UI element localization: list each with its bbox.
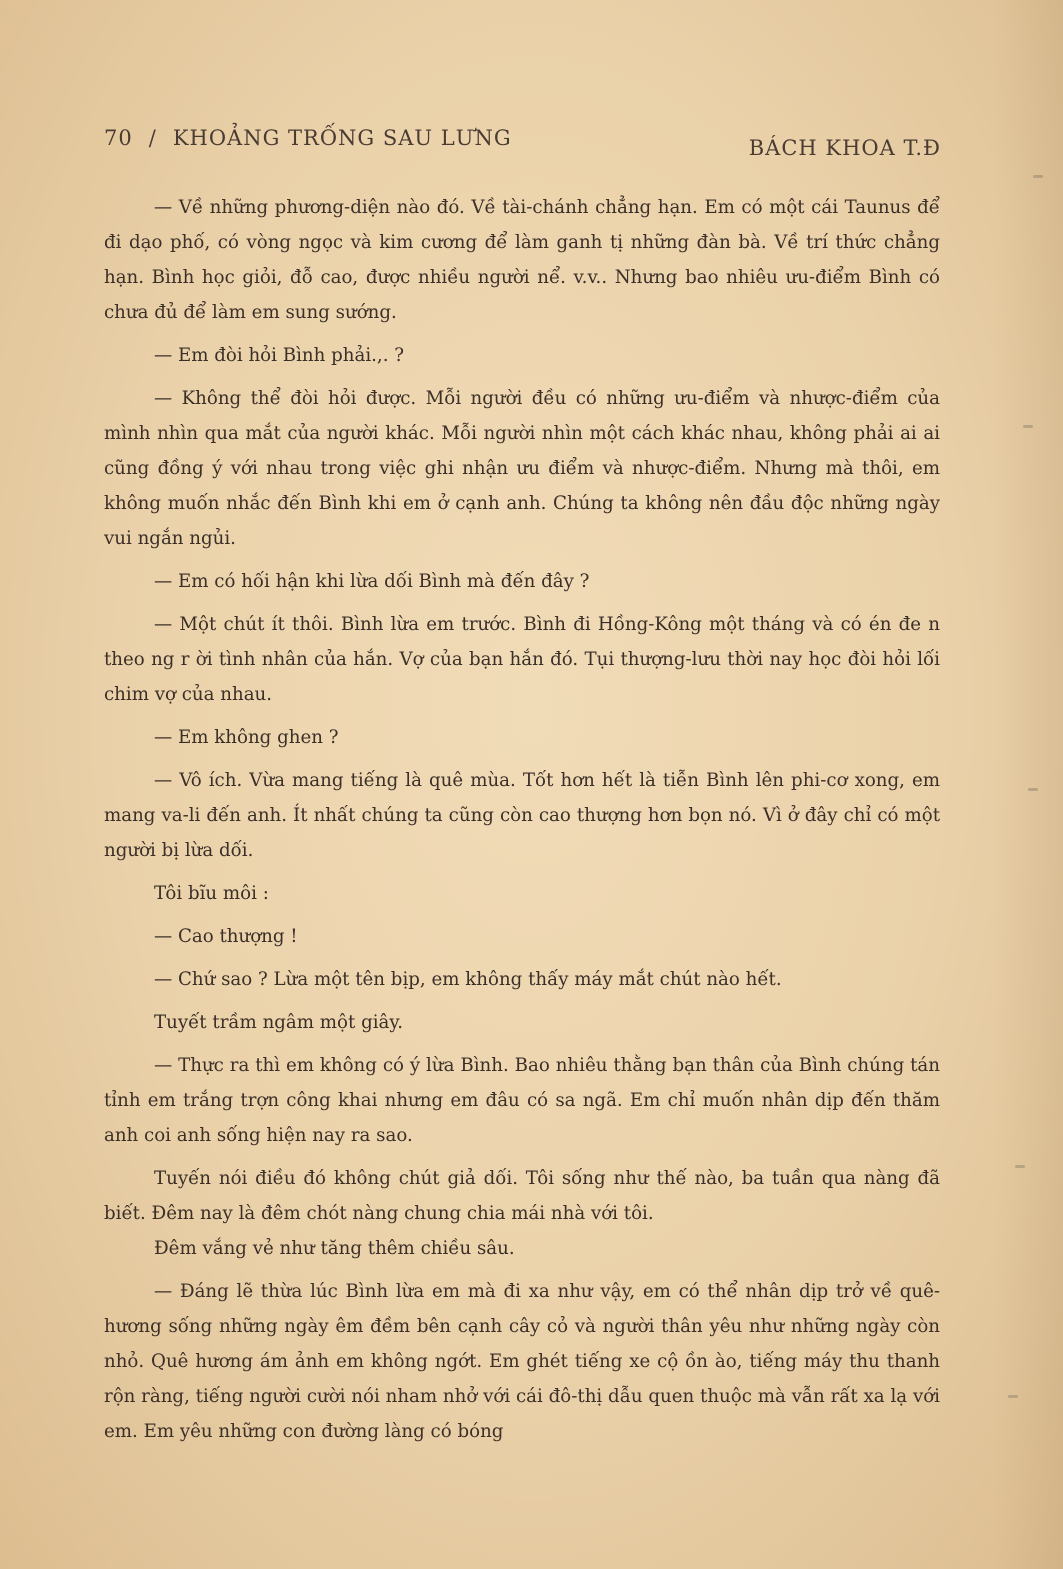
page-number: 70 xyxy=(104,126,133,150)
book-title: KHOẢNG TRỐNG SAU LƯNG xyxy=(172,126,512,150)
paper-speck xyxy=(1008,1395,1018,1398)
paragraph: — Thực ra thì em không có ý lừa Bình. Bao nhiêu thằng bạn thân của Bình chúng tán tỉnh em trắng trợn công khai nhưng em đâu có sa ngã. Em chỉ muốn nhân dịp đến thăm anh coi anh sống hiện nay ra sao. xyxy=(104,1055,940,1146)
paragraph: — Chứ sao ? Lừa một tên bịp, em không thấy máy mắt chút nào hết. xyxy=(154,969,782,990)
magazine-name: BÁCH KHOA T.Đ xyxy=(748,136,941,160)
paragraph: — Đáng lẽ thừa lúc Bình lừa em mà đi xa như vậy, em có thể nhân dịp trở về quê-hương sống những ngày êm đềm bên cạnh cây cỏ và người thân yêu như những ngày còn nhỏ. Quê hương ám ảnh em không ngớt. Em ghét tiếng xe cộ ồn ào, tiếng máy thu thanh rộn ràng, tiếng người cười nói nham nhở với cái đô-thị dẫu quen thuộc mà vẫn rất xa lạ với em. Em yêu những con đường làng có bóng xyxy=(104,1281,940,1442)
header-left xyxy=(104,126,512,150)
paragraph: — Về những phương-diện nào đó. Về tài-chánh chẳng hạn. Em có một cái Taunus để đi dạo phố, có vòng ngọc và kim cương để làm ganh tị những đàn bà. Về trí thức chẳng hạn. Bình học giỏi, đỗ cao, được nhiều người nể. v.v.. Nhưng bao nhiêu ưu-điểm Bình có chưa đủ để làm em sung sướng. xyxy=(104,197,940,323)
paper-speck xyxy=(1023,425,1033,428)
paragraph: — Em không ghen ? xyxy=(154,727,339,748)
paragraph: Đêm vắng vẻ như tăng thêm chiều sâu. xyxy=(154,1238,515,1259)
paragraph: — Em có hối hận khi lừa dối Bình mà đến đây ? xyxy=(154,571,590,592)
paper-speck xyxy=(1028,788,1038,791)
paragraph: — Vô ích. Vừa mang tiếng là quê mùa. Tốt hơn hết là tiễn Bình lên phi-cơ xong, em mang va-li đến anh. Ít nhất chúng ta cũng còn cao thượng hơn bọn nó. Vì ở đây chỉ có một người bị lừa dối. xyxy=(104,770,940,861)
paper-speck xyxy=(1015,1165,1025,1168)
paper-speck xyxy=(1033,175,1043,178)
paragraph: — Một chút ít thôi. Bình lừa em trước. Bình đi Hồng-Kông một tháng và có én đe n theo ng r ời tình nhân của hắn. Vợ của bạn hắn đó. Tụi thượng-lưu thời nay học đòi hỏi lối chim vợ của nhau. xyxy=(104,614,940,705)
paragraph: — Không thể đòi hỏi được. Mỗi người đều có những ưu-điểm và nhược-điểm của mình nhìn qua mắt của người khác. Mỗi người nhìn một cách khác nhau, không phải ai ai cũng đồng ý với nhau trong việc ghi nhận ưu điểm và nhược-điểm. Nhưng mà thôi, em không muốn nhắc đến Bình khi em ở cạnh anh. Chúng ta không nên đầu độc những ngày vui ngắn ngủi. xyxy=(104,388,940,549)
paragraph: — Cao thượng ! xyxy=(154,926,298,947)
header-separator: / xyxy=(148,126,157,150)
paragraph: Tuyết trầm ngâm một giây. xyxy=(154,1012,404,1033)
paragraph: Tuyến nói điều đó không chút giả dối. Tôi sống như thế nào, ba tuần qua nàng đã biết. Đêm nay là đêm chót nàng chung chia mái nhà với tôi. xyxy=(104,1168,940,1224)
page-edge-shadow xyxy=(993,0,1063,1569)
paragraph: — Em đòi hỏi Bình phải.,. ? xyxy=(154,345,405,366)
paragraph: Tôi bĩu môi : xyxy=(154,883,269,904)
body-text xyxy=(104,190,940,1457)
